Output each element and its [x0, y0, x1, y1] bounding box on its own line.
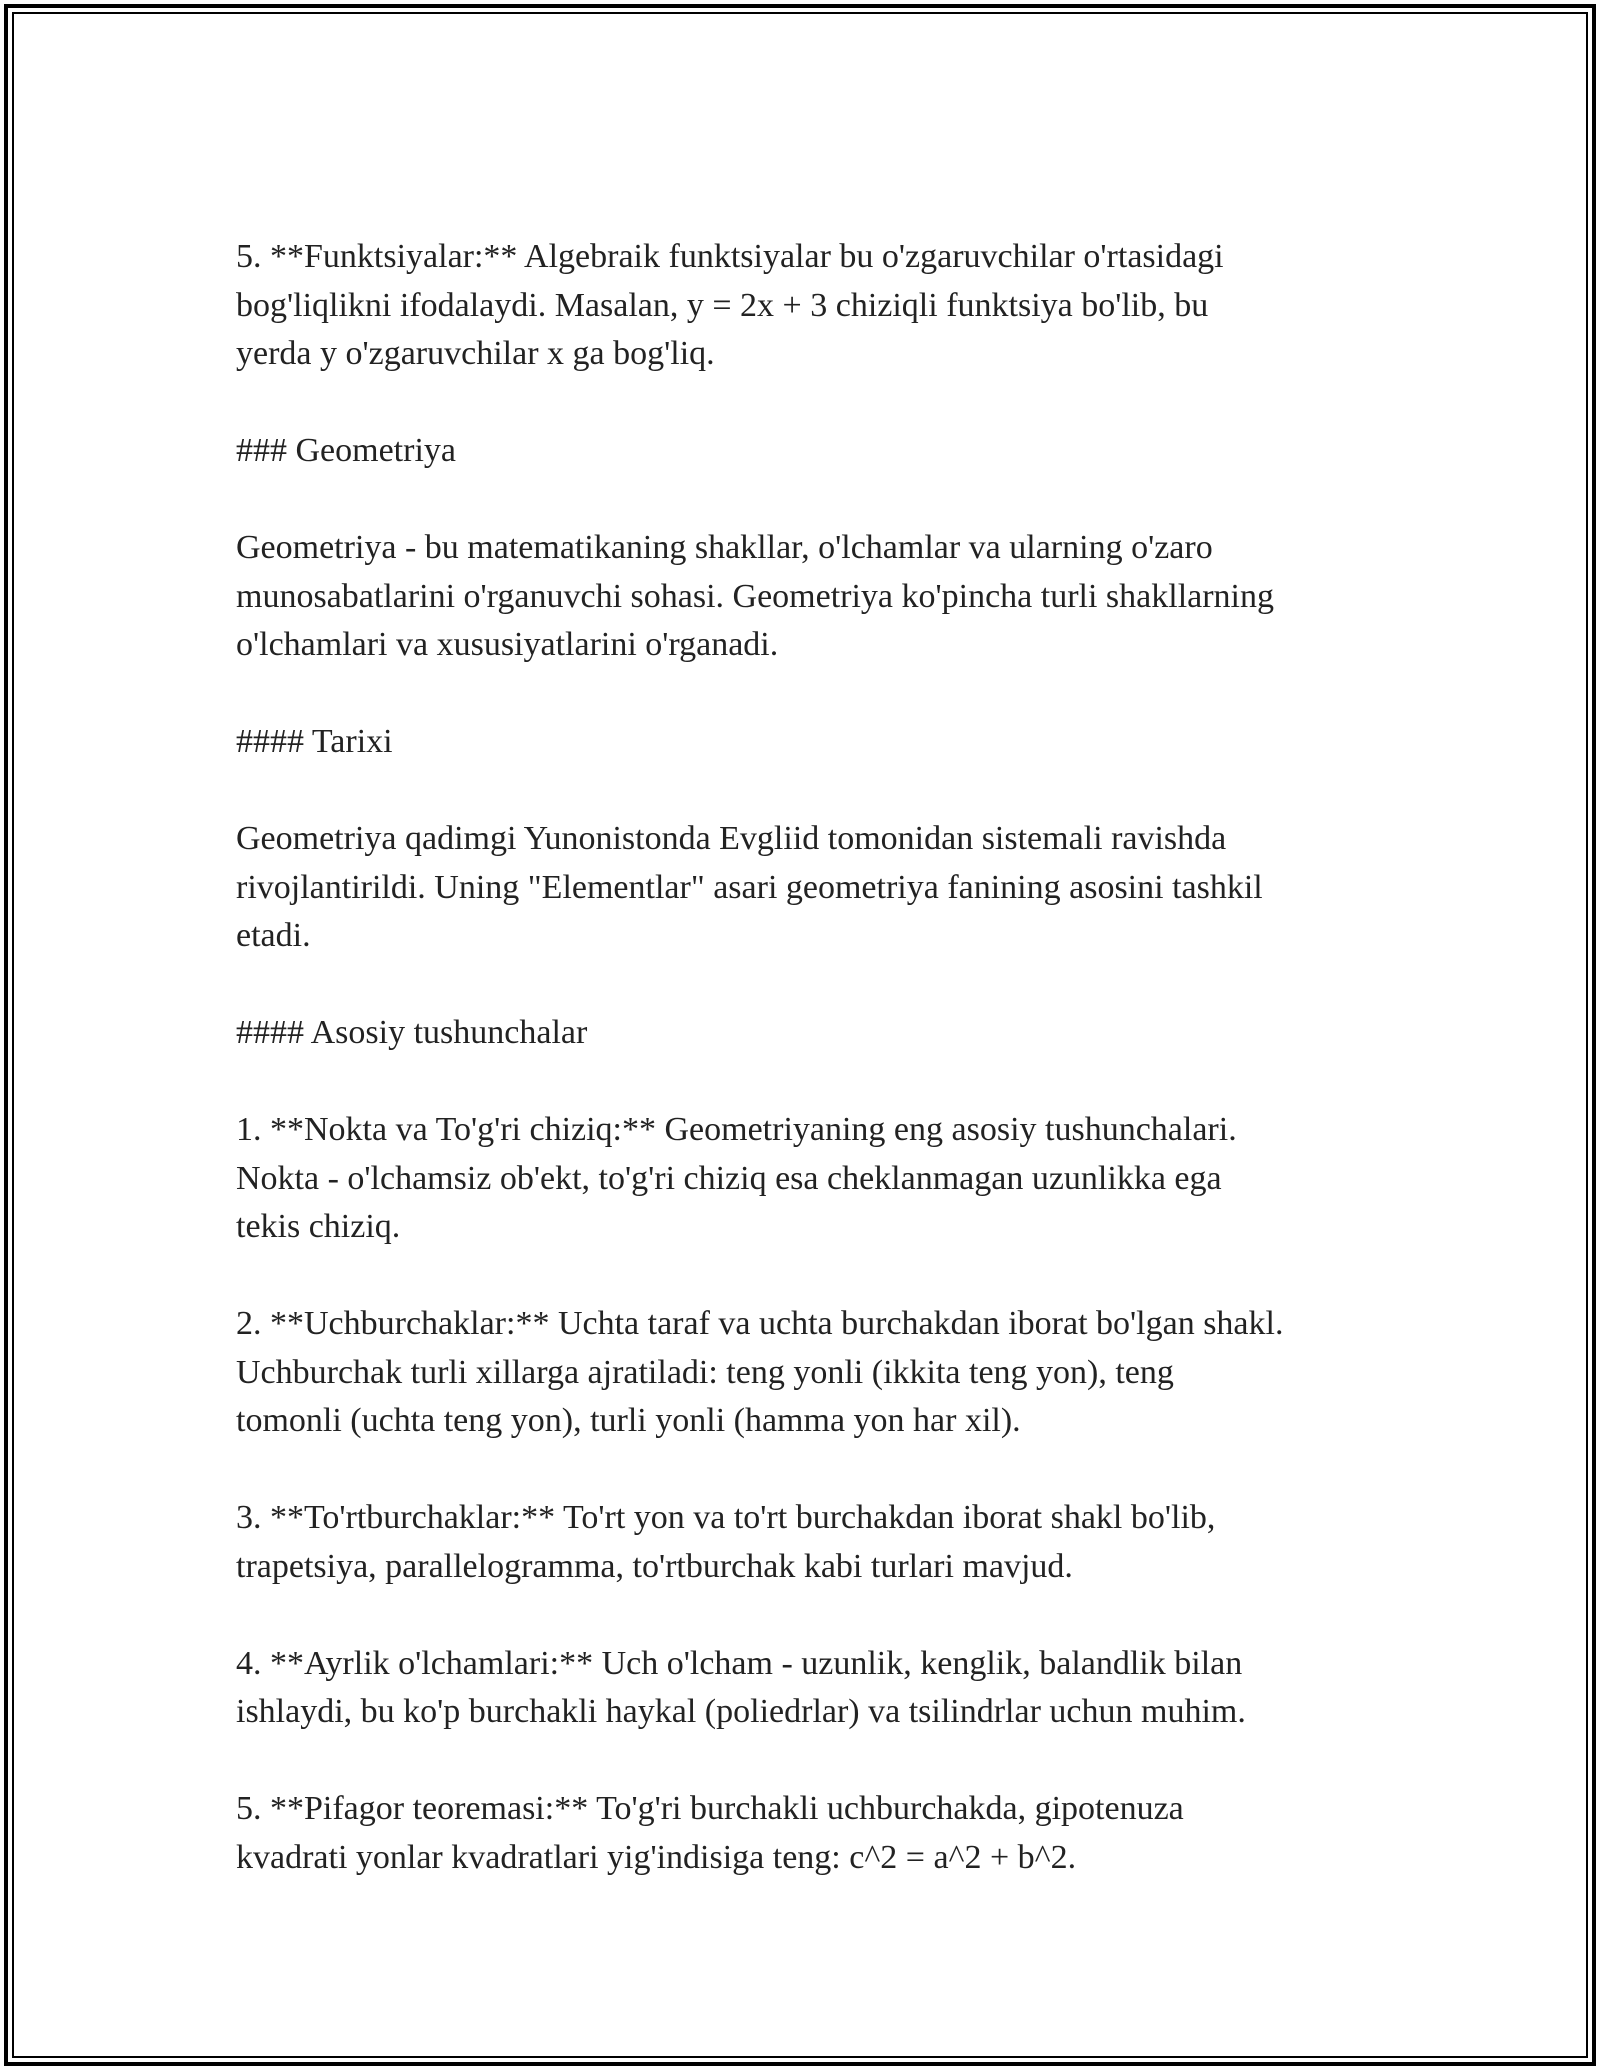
heading-geometriya: ### Geometriya	[236, 432, 456, 469]
heading-tarixi: #### Tarixi	[236, 723, 393, 760]
list-item-tortburchaklar: 3. **To'rtburchaklar:** To'rt yon va to'rt burchakdan iborat shakl bo'lib, trapetsiya, parallelogramma, to'rtburchak kabi turlari mavjud.	[236, 1499, 1216, 1585]
list-item-pifagor: 5. **Pifagor teoremasi:** To'g'ri burchakli uchburchakda, gipotenuza kvadrati yonlar kvadratlari yig'indisiga teng: c^2 = a^2 + b^2.	[236, 1790, 1184, 1876]
list-item-nokta: 1. **Nokta va To'g'ri chiziq:** Geometriyaning eng asosiy tushunchalari. Nokta - o'lchamsiz ob'ekt, to'g'ri chiziq esa cheklanmagan uzunlikka ega tekis chiziq.	[236, 1111, 1237, 1245]
heading-asosiy-tushunchalar: #### Asosiy tushunchalar	[236, 1014, 588, 1051]
list-item-ayrlik-olchamlari: 4. **Ayrlik o'lchamlari:** Uch o'lcham - uzunlik, kenglik, balandlik bilan ishlaydi, bu ko'p burchakli haykal (poliedrlar) va tsilindrlar uchun muhim.	[236, 1644, 1246, 1730]
list-item-uchburchaklar: 2. **Uchburchaklar:** Uchta taraf va uchta burchakdan iborat bo'lgan shakl. Uchburchak turli xillarga ajratiladi: teng yonli (ikkita teng yon), teng tomonli (uchta teng yon), turli yonli (hamma yon har xil).	[236, 1305, 1284, 1439]
document-body	[236, 233, 1396, 1882]
paragraph-funktsiyalar: 5. **Funktsiyalar:** Algebraik funktsiyalar bu o'zgaruvchilar o'rtasidagi bog'liqlikni ifodalaydi. Masalan, y = 2x + 3 chiziqli funktsiya bo'lib, bu yerda y o'zgaruvchilar x ga bog'liq.	[236, 238, 1224, 372]
paragraph-geometriya-intro: Geometriya - bu matematikaning shakllar, o'lchamlar va ularning o'zaro munosabatlarini o'rganuvchi sohasi. Geometriya ko'pincha turli shakllarning o'lchamlari va xususiyatlarini o'rganadi.	[236, 529, 1274, 663]
paragraph-tarixi: Geometriya qadimgi Yunonistonda Evgliid tomonidan sistemali ravishda rivojlantirildi. Uning "Elementlar" asari geometriya fanining asosini tashkil etadi.	[236, 820, 1263, 954]
